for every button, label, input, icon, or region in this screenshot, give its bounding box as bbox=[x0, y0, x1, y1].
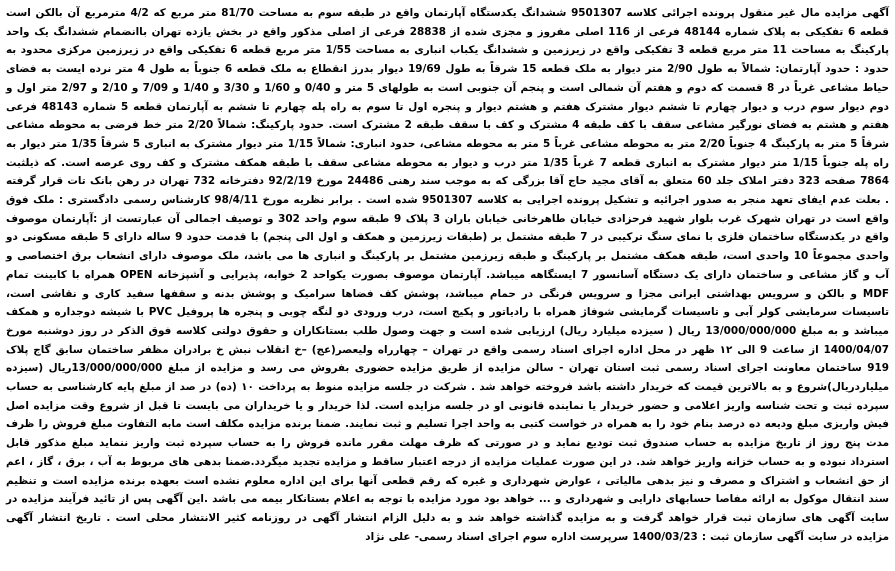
auction-notice-text: آگهی مزایده مال غیر منقول پرونده اجرائی کلاسه 9501307 ششدانگ یکدستگاه آپارتمان واقع در طبقه سوم به مساحت 81/70 متر مربع که 4/2 مترمربع آن بالکن است قطعه 6 تفکیکی به پلاک شماره 48144 فرعی از 116 اصلی مفروز و مجزی شده از 28838 فرعی از اصلی مذکور واقع در بخش یازده تهران باانضمام ششدانگ یک واحد پارکینگ به مساحت 11 متر مربع قطعه 3 تفکیکی واقع در زیرزمین و ششدانگ یکباب انباری به مساحت 1/55 متر مربع قطعه 6 تفکیکی واقع در زیرزمین مرکزی محدود به حدود : حدود آپارتمان: شمالاً به طول 2/90 متر دیوار به ملک قطعه 15 شرقاً به طول 19/69 دیوار بدرز انقطاع به ملک قطعه 6 جنوباً به طول 4 متر نرده ایست به فضای حیاط مشاعی غرباً در 8 قسمت که دوم و هفتم آن شمالی است و پنجم آن جنوبی است به طولهای 5 متر و 0/40 و 1/60 و 3/30 و 1/40 و 7/09 و 2/10 و 2/97 متر اول و دوم دیوار سوم درب و دیوار چهارم تا ششم دیوار مشترک هفتم و هشتم دیوار و پنجره اول تا سوم به راه پله چهارم تا ششم به آپارتمان قطعه 5 شماره 48143 فرعی هفتم و هشتم به فضای نورگیر مشاعی سقف با کف طبقه 4 مشترک و کف با سقف طبقه 2 مشترک است. حدود پارکینگ: شمالاً 2/20 متر خط فرضی به محوطه مشاعی شرقاً 5 متر به پارکینگ 4 جنوباً 2/20 متر به محوطه مشاعی غرباً 5 متر به محوطه مشاعی، حدود انباری: شمالاً 1/15 متر دیوار مشترک به انباری 5 شرقاً 1/35 متر دیوار به راه پله جنوباً 1/15 متر دیوار مشترک به انباری قطعه 7 غرباً 1/35 متر درب و دیوار به محوطه مشاعی سقف با طبقه همکف مشترک و کف روی عرصه است. که ذیلثبت 7864 صفحه 323 دفتر املاک جلد 60 متعلق به آقای مجید حاج آقا بزرگی که به موجب سند رهنی 24486 مورخ 92/2/19 دفترخانه 732 تهران در رهن بانک تات قرار گرفته . بعلت عدم ایفای تعهد منجر به صدور اجرائیه و تشکیل پرونده اجرایی به کلاسه 9501307 شده است . برابر نظریه مورخ 98/4/11 کارشناس رسمی دادگستری : ملک فوق واقع است در تهران شهرک غرب بلوار شهید فرحزادی خیابان طاهرخانی خیابان باران 3 پلاک 9 طبقه سوم واحد 302 و توصیف اجمالی آن عبارتست از :آپارتمان موصوف واقع در یکدستگاه ساختمان فلزی با نمای سنگ ترکیبی در 7 طبقه مشتمل بر (طبقات زیرزمین و همکف و اول الی پنجم) با قدمت حدود 9 ساله دارای 5 طبقه مسکونی دو واحدی مجموعاً 10 واحدی است، طبقه همکف مشتمل بر پارکینگ و طبقه زیرزمین مشتمل بر پارکینگ و انباری ها می باشد، ملک موصوف دارای انشعاب برق اختصاصی و آب و گاز مشاعی و ساختمان دارای یک دستگاه آسانسور 7 ایستگاهه میباشد. آپارتمان موصوف بصورت یکواحد 2 خوابه، پذیرایی و آشپزخانه OPEN همراه با کابینت تمام MDF و بالکن و سرویس بهداشتی ایرانی مجزا و سرویس فرنگی در حمام میباشد، پوشش کف فضاها سرامیک و پوشش بدنه و سقفها سفید کاری و نقاشی است، تاسیسات سرمایشی کولر آبی و تاسیسات گرمایشی شوفاژ همراه با رادیاتور و پکیج است، درب ورودی دو لنگه چوبی و پنجره ها پروفیل PVC با شیشه دوجداره و همکف میباشد و به مبلغ 13/000/000/000 ریال ( سیزده میلیارد ریال) ارزیابی شده است و جهت وصول طلب بستانکاران و حقوق دولتی کلاسه فوق الذکر در روز دوشنبه مورخ 1400/04/07 از ساعت 9 الی ۱۲ ظهر در محل اداره اجرای اسناد رسمی واقع در تهران – چهارراه ولیعصر(عج) –خ انقلاب نبش خ برادران مظفر ساختمان سابق گاج پلاک 919 ساختمان معاونت اجرای اسناد رسمی ثبت استان تهران - سالن مزایده از طریق مزایده حضوری بفروش می رسد و مزایده از مبلغ 13/000/000/000ریال (سیزده میلیاردریال)شروع و به بالاترین قیمت که خریدار داشته باشد فروخته خواهد شد . شرکت در جلسه مزایده منوط به پرداخت ۱۰ (ده) در صد از مبلغ پایه کارشناسی به حساب سپرده ثبت و تحت شناسه واریز اعلامی و حضور خریدار یا نماینده قانونی او در جلسه مزایده است. لذا خریدار و یا خریداران می بایست تا قبل از شروع وقت مزایده اصل فیش واریزی مبلغ ودیعه ده درصد بنام خود را به همراه در خواست کتبی به واحد اجرا تسلیم و ثبت نمایند. ضمنا برنده مزایده مکلف است مابه التفاوت مبلغ فروش را ظرف مدت پنج روز از تاریخ مزایده به حساب صندوق ثبت تودیع نماید و در صورتی که ظرف مهلت مقرر مانده فروش را به حساب سپرده ثبت واریز ننماید مبلغ مذکور قابل استرداد نبوده و به حساب خزانه واریز خواهد شد. در این صورت عملیات مزایده از درجه اعتبار ساقط و مزایده تجدید میگردد.ضمنا بدهی های مربوط به آب ، برق ، گاز ، اعم از حق انشعاب و اشتراک و مصرف و نیز بدهی مالیاتی ، عوارض شهرداری و غیره که رقم قطعی آنها برای این اداره معلوم نشده است بعهده برنده مزایده است و تنظیم سند انتقال موکول به ارائه مفاصا حسابهای دارایی و شهرداری و ... خواهد بود مورد مزایده با توجه به اعلام بستانکار بیمه می باشد .این آگهی پس از تائید فرآیند مزایده در سایت آگهی های سازمان ثبت قرار خواهد گرفت و به مزایده گذاشته خواهد شد و به دلیل الزام انتشار آگهی در روزنامه کثیر الانتشار محلی است . تاریخ انتشار آگهی مزایده در سایت آگهی سازمان ثبت : 1400/03/23 سرپرست اداره سوم اجرای اسناد رسمی- علی نژاد bbox=[6, 7, 890, 543]
